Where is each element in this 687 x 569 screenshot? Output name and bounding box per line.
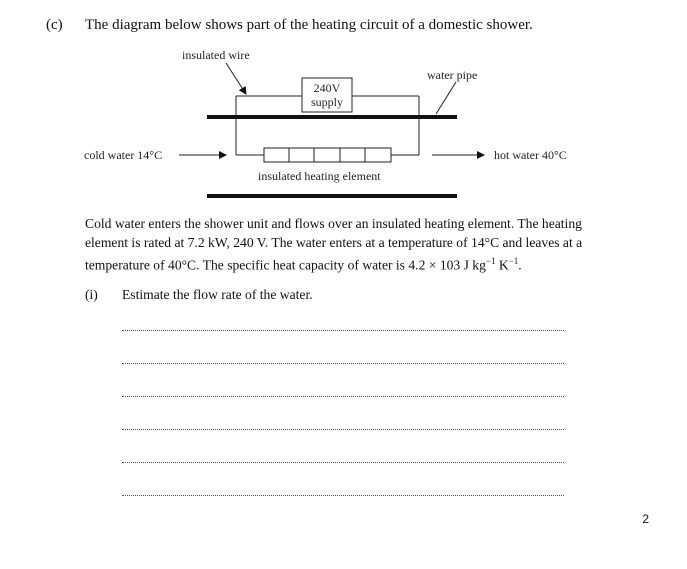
answer-line[interactable]	[122, 430, 564, 463]
answer-line[interactable]	[122, 463, 564, 496]
k-exponent: −1	[508, 256, 519, 266]
question-intro: The diagram below shows part of the heating circuit of a domestic shower.	[85, 17, 533, 33]
heating-element-label: insulated heating element	[258, 169, 381, 183]
supply-voltage-label: 240V	[313, 81, 341, 95]
cold-water-label: cold water 14°C	[84, 148, 163, 162]
water-pipe-bottom-wall	[207, 194, 457, 198]
paragraph-line-3-end: .	[518, 257, 522, 273]
heating-circuit-diagram	[0, 0, 687, 210]
water-pipe-pointer	[436, 82, 456, 114]
question-paragraph	[85, 214, 630, 275]
answer-line[interactable]	[122, 364, 564, 397]
paragraph-line-1: Cold water enters the shower unit and flows over an insulated heating element. The heating	[85, 216, 582, 231]
water-pipe-label: water pipe	[427, 68, 478, 82]
insulated-wire-pointer	[226, 63, 246, 94]
supply-word-label: supply	[310, 95, 344, 109]
answer-area[interactable]	[122, 330, 564, 496]
answer-line[interactable]	[122, 331, 564, 364]
paragraph-line-3-start: temperature of 40°C. The specific heat capacity of water is 4.2 × 103 J kg	[85, 257, 486, 273]
heating-element	[264, 148, 391, 162]
insulated-wire-label: insulated wire	[182, 48, 250, 62]
hot-water-label: hot water 40°C	[494, 148, 567, 162]
paragraph-line-2: element is rated at 7.2 kW, 240 V. The water enters at a temperature of 14°C and leaves at a	[85, 235, 583, 250]
kg-exponent: −1	[485, 256, 496, 266]
question-part-label: (c)	[46, 17, 63, 33]
subquestion-number: (i)	[85, 287, 98, 302]
water-pipe-top-wall	[207, 115, 457, 119]
subquestion-text: Estimate the flow rate of the water.	[122, 287, 313, 302]
answer-line[interactable]	[122, 397, 564, 430]
marks-indicator: 2	[642, 512, 649, 526]
paragraph-line-3-mid: K	[495, 257, 509, 273]
